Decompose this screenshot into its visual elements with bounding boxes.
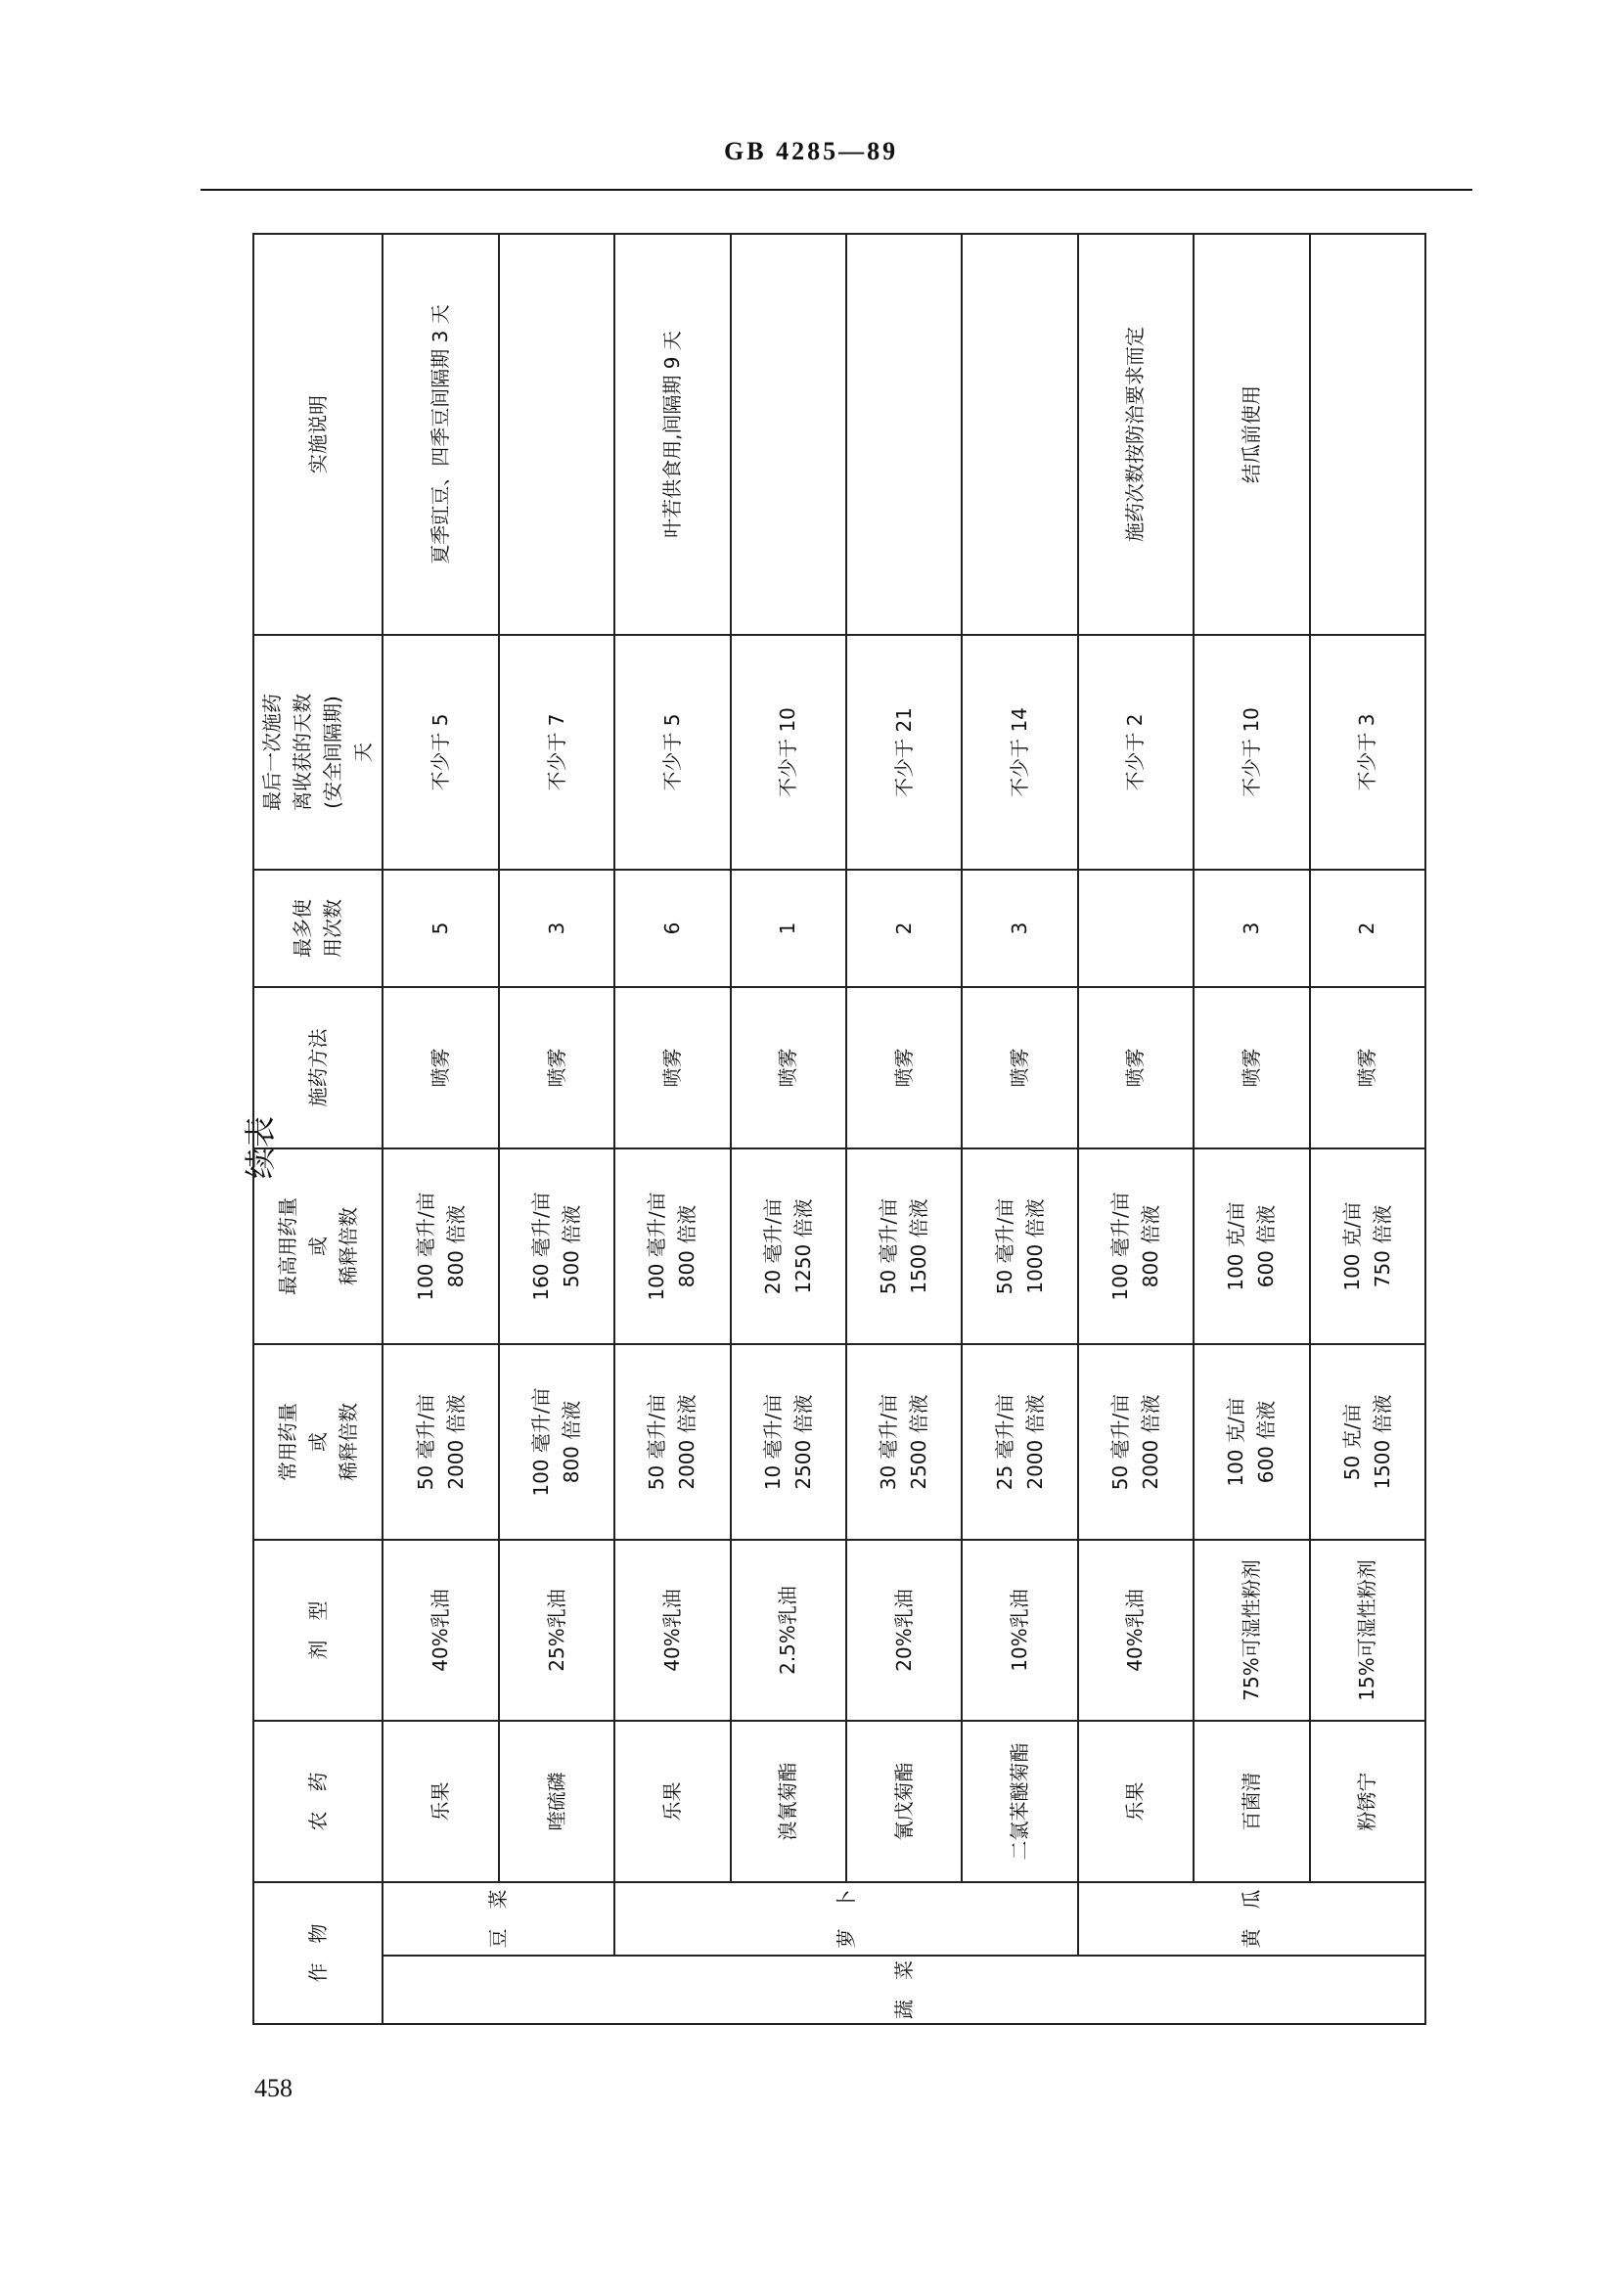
continued-table-label: 续表 [242,1115,280,1180]
interval-cell: 不少于 14 [962,635,1077,870]
formulation-cell: 40%乳油 [614,1540,730,1721]
formulation-cell: 10%乳油 [962,1540,1077,1721]
formulation-cell: 40%乳油 [1078,1540,1194,1721]
rotated-table-container [252,235,1426,2025]
max-times-cell [1078,870,1194,987]
method-cell: 喷雾 [499,987,614,1148]
page-number: 458 [254,2074,293,2102]
max-dose-cell: 100 克/亩 750 倍液 [1310,1148,1425,1344]
common-dose-cell: 10 毫升/亩 2500 倍液 [731,1344,846,1540]
header-row [253,234,383,2024]
formulation-cell: 15%可湿性粉剂 [1310,1540,1425,1721]
table-row [1194,234,1309,2024]
pesticide-cell: 溴氰菊酯 [731,1721,846,1882]
table-area [252,235,1426,2025]
interval-cell: 不少于 7 [499,635,614,870]
max-dose-cell: 100 毫升/亩 800 倍液 [614,1148,730,1344]
header-interval: 最后一次施药 离收获的天数 (安全间隔期) 天 [253,635,383,870]
table-row [962,234,1077,2024]
notes-cell: 结瓜前使用 [1194,234,1309,635]
common-dose-cell: 25 毫升/亩 2000 倍液 [962,1344,1077,1540]
category-cell: 蔬 菜 [383,1956,1425,2024]
max-times-cell: 6 [614,870,730,987]
common-dose-cell: 50 克/亩 1500 倍液 [1310,1344,1425,1540]
max-dose-cell: 160 毫升/亩 500 倍液 [499,1148,614,1344]
common-dose-cell: 100 克/亩 600 倍液 [1194,1344,1309,1540]
table-row [383,234,498,2024]
header-crop: 作 物 [253,1882,383,2024]
crop-cell: 黄 瓜 [1078,1882,1425,1956]
max-times-cell: 5 [383,870,498,987]
pesticide-cell: 乐果 [614,1721,730,1882]
notes-cell: 施药次数按防治要求而定 [1078,234,1194,635]
max-times-cell: 3 [1194,870,1309,987]
table-row [499,234,614,2024]
max-times-cell: 3 [962,870,1077,987]
header-max-times: 最多使 用次数 [253,870,383,987]
method-cell: 喷雾 [846,987,962,1148]
method-cell: 喷雾 [731,987,846,1148]
header-pesticide: 农 药 [253,1721,383,1882]
interval-cell: 不少于 21 [846,635,962,870]
pesticide-cell: 粉锈宁 [1310,1721,1425,1882]
notes-cell [499,234,614,635]
interval-cell: 不少于 10 [1194,635,1309,870]
interval-cell: 不少于 3 [1310,635,1425,870]
table-row [614,234,730,2024]
max-times-cell: 1 [731,870,846,987]
interval-cell: 不少于 2 [1078,635,1194,870]
notes-cell [1310,234,1425,635]
pesticide-cell: 百菌清 [1194,1721,1309,1882]
interval-cell: 不少于 5 [383,635,498,870]
max-dose-cell: 50 毫升/亩 1000 倍液 [962,1148,1077,1344]
notes-cell [731,234,846,635]
formulation-cell: 20%乳油 [846,1540,962,1721]
table-row [731,234,846,2024]
pesticide-usage-table [252,233,1426,2025]
pesticide-cell: 二氯苯醚菊酯 [962,1721,1077,1882]
method-cell: 喷雾 [1310,987,1425,1148]
method-cell: 喷雾 [614,987,730,1148]
header-common-dose: 常用药量 或 稀释倍数 [253,1344,383,1540]
header-max-dose: 最高用药量 或 稀释倍数 [253,1148,383,1344]
notes-cell: 夏季豇豆、四季豆间隔期 3 天 [383,234,498,635]
formulation-cell: 75%可湿性粉剂 [1194,1540,1309,1721]
method-cell: 喷雾 [1194,987,1309,1148]
pesticide-cell: 氰戊菊酯 [846,1721,962,1882]
interval-cell: 不少于 10 [731,635,846,870]
crop-cell: 豆 菜 [383,1882,614,1956]
common-dose-cell: 50 毫升/亩 2000 倍液 [383,1344,498,1540]
max-times-cell: 2 [1310,870,1425,987]
header-formulation: 剂 型 [253,1540,383,1721]
notes-cell: 叶若供食用,间隔期 9 天 [614,234,730,635]
header-notes: 实施说明 [253,234,383,635]
common-dose-cell: 30 毫升/亩 2500 倍液 [846,1344,962,1540]
method-cell: 喷雾 [962,987,1077,1148]
method-cell: 喷雾 [383,987,498,1148]
pesticide-cell: 乐果 [383,1721,498,1882]
table-row [1310,234,1425,2024]
pesticide-cell: 喹硫磷 [499,1721,614,1882]
max-times-cell: 2 [846,870,962,987]
max-dose-cell: 100 毫升/亩 800 倍液 [1078,1148,1194,1344]
method-cell: 喷雾 [1078,987,1194,1148]
common-dose-cell: 100 毫升/亩 800 倍液 [499,1344,614,1540]
standard-code: GB 4285—89 [724,137,899,165]
max-dose-cell: 20 毫升/亩 1250 倍液 [731,1148,846,1344]
max-dose-cell: 50 毫升/亩 1500 倍液 [846,1148,962,1344]
table-row [1078,234,1194,2024]
table-row [846,234,962,2024]
notes-cell [962,234,1077,635]
header-method: 施药方法 [253,987,383,1148]
common-dose-cell: 50 毫升/亩 2000 倍液 [614,1344,730,1540]
interval-cell: 不少于 5 [614,635,730,870]
max-dose-cell: 100 毫升/亩 800 倍液 [383,1148,498,1344]
pesticide-cell: 乐果 [1078,1721,1194,1882]
header-rule [201,189,1472,191]
max-times-cell: 3 [499,870,614,987]
formulation-cell: 25%乳油 [499,1540,614,1721]
notes-cell [846,234,962,635]
max-dose-cell: 100 克/亩 600 倍液 [1194,1148,1309,1344]
common-dose-cell: 50 毫升/亩 2000 倍液 [1078,1344,1194,1540]
formulation-cell: 2.5%乳油 [731,1540,846,1721]
formulation-cell: 40%乳油 [383,1540,498,1721]
table-body [253,234,1425,2024]
crop-cell: 萝 卜 [614,1882,1078,1956]
